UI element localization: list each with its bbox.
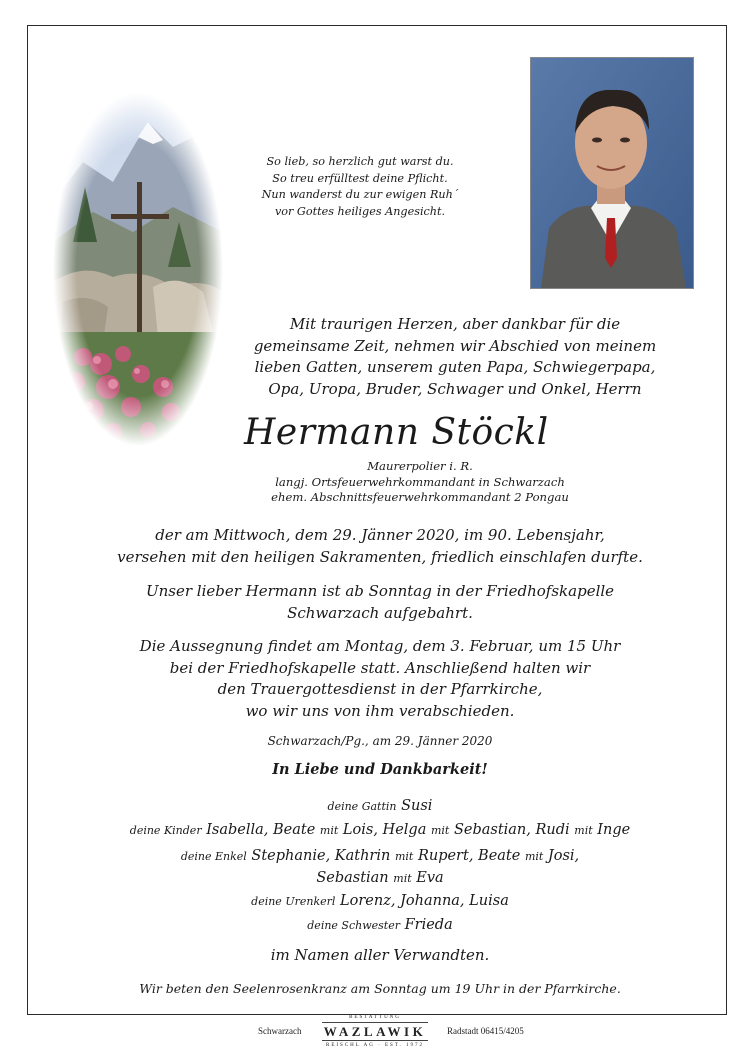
text-line: den Trauergottesdienst in der Pfarrkirche, <box>217 680 543 698</box>
title-line: langj. Ortsfeuerwehrkommandant in Schwarzach <box>275 474 565 489</box>
relatives-line: im Namen aller Verwandten. <box>270 946 490 964</box>
children-names: Isabella, Beate <box>206 822 316 838</box>
wife-name: Susi <box>401 798 433 814</box>
mit-word: mit <box>319 824 339 837</box>
family-wife <box>80 795 680 818</box>
footer-location-left: Schwarzach <box>258 1026 302 1036</box>
grandchildren-names: Sebastian <box>316 870 389 886</box>
logo-divider <box>322 1040 428 1041</box>
grandchildren-names: Stephanie, Kathrin <box>251 848 391 864</box>
portrait-photo <box>530 57 694 289</box>
mit-word: mit <box>524 850 544 863</box>
mit-word: mit <box>430 824 450 837</box>
place-date: Schwarzach/Pg., am 29. Jänner 2020 <box>267 734 493 748</box>
grandchildren-prefix: deine Enkel <box>180 850 247 863</box>
wife-prefix: deine Gattin <box>327 800 397 813</box>
funeral-notice <box>100 636 660 722</box>
logo-bottom-text: REISCHL AG · EST. 1972 <box>325 1043 425 1048</box>
family-sister <box>80 914 680 937</box>
laid-out-notice <box>100 581 660 624</box>
children-prefix: deine Kinder <box>129 824 202 837</box>
poem-line: vor Gottes heiliges Angesicht. <box>274 204 446 218</box>
footer-location-right: Radstadt 06415/4205 <box>447 1026 524 1036</box>
deceased-name: Hermann Stöckl <box>244 412 549 453</box>
mit-word: mit <box>393 872 412 885</box>
death-notice <box>100 525 660 568</box>
text-line: bei der Friedhofskapelle statt. Anschließend halten wir <box>169 658 591 677</box>
sister-prefix: deine Schwester <box>307 919 400 932</box>
text-line: der am Mittwoch, dem 29. Jänner 2020, im 90. Lebensjahr, <box>155 526 605 544</box>
family-children <box>80 819 680 842</box>
children-names: Sebastian, Rudi <box>453 822 570 838</box>
logo-top-text: BESTATTUNG <box>349 1015 401 1020</box>
closing-line: In Liebe und Dankbarkeit! <box>272 761 488 778</box>
intro-line: lieben Gatten, unserem guten Papa, Schwiegerpapa, <box>254 358 656 376</box>
great-grandchildren-names: Lorenz, Johanna, Luisa <box>340 893 509 909</box>
text-line: Schwarzach aufgebahrt. <box>287 603 473 622</box>
titles <box>230 459 610 506</box>
family-grandchildren <box>80 845 680 868</box>
text-line: wo wir uns von ihm verabschieden. <box>245 701 515 720</box>
children-names: Lois, Helga <box>342 822 427 838</box>
great-grandchildren-prefix: deine Urenkerl <box>251 895 336 908</box>
grandchildren-names: Rupert, Beate <box>417 848 521 864</box>
text-line: versehen mit den heiligen Sakramenten, friedlich einschlafen durfte. <box>117 547 643 566</box>
mit-word: mit <box>394 850 414 863</box>
title-line: Maurerpolier i. R. <box>367 459 473 473</box>
intro-line: gemeinsame Zeit, nehmen wir Abschied von meinem <box>253 336 657 355</box>
family-great-grandchildren <box>80 890 680 913</box>
poem <box>235 154 485 220</box>
grandchildren-names: Josi, <box>547 848 580 864</box>
poem-line: Nun wanderst du zur ewigen Ruh´ <box>261 188 459 201</box>
text-line: Die Aussegnung findet am Montag, dem 3. Februar, um 15 Uhr <box>139 637 621 655</box>
poem-line: So lieb, so herzlich gut warst du. <box>266 155 454 168</box>
intro-line: Mit traurigen Herzen, aber dankbar für die <box>289 315 621 333</box>
grandchildren-names: Eva <box>416 870 444 886</box>
title-line: ehem. Abschnittsfeuerwehrkommandant 2 Pongau <box>271 490 569 504</box>
funeral-home-logo <box>316 1014 434 1048</box>
intro-text <box>230 314 680 400</box>
mountain-cross-image <box>53 92 223 446</box>
family-grandchildren-cont <box>80 867 680 890</box>
poem-line: So treu erfülltest deine Pflicht. <box>272 171 448 185</box>
logo-divider <box>322 1022 428 1023</box>
children-names: Inge <box>597 822 631 838</box>
intro-line: Opa, Uropa, Bruder, Schwager und Onkel, Herrn <box>268 379 642 398</box>
rosary-notice: Wir beten den Seelenrosenkranz am Sonntag um 19 Uhr in der Pfarrkirche. <box>139 981 621 996</box>
footer <box>0 1015 750 1054</box>
mit-word: mit <box>574 824 593 837</box>
sister-name: Frieda <box>404 917 453 933</box>
text-line: Unser lieber Hermann ist ab Sonntag in der Friedhofskapelle <box>145 582 615 600</box>
logo-name: WAZLAWIK <box>323 1024 427 1039</box>
